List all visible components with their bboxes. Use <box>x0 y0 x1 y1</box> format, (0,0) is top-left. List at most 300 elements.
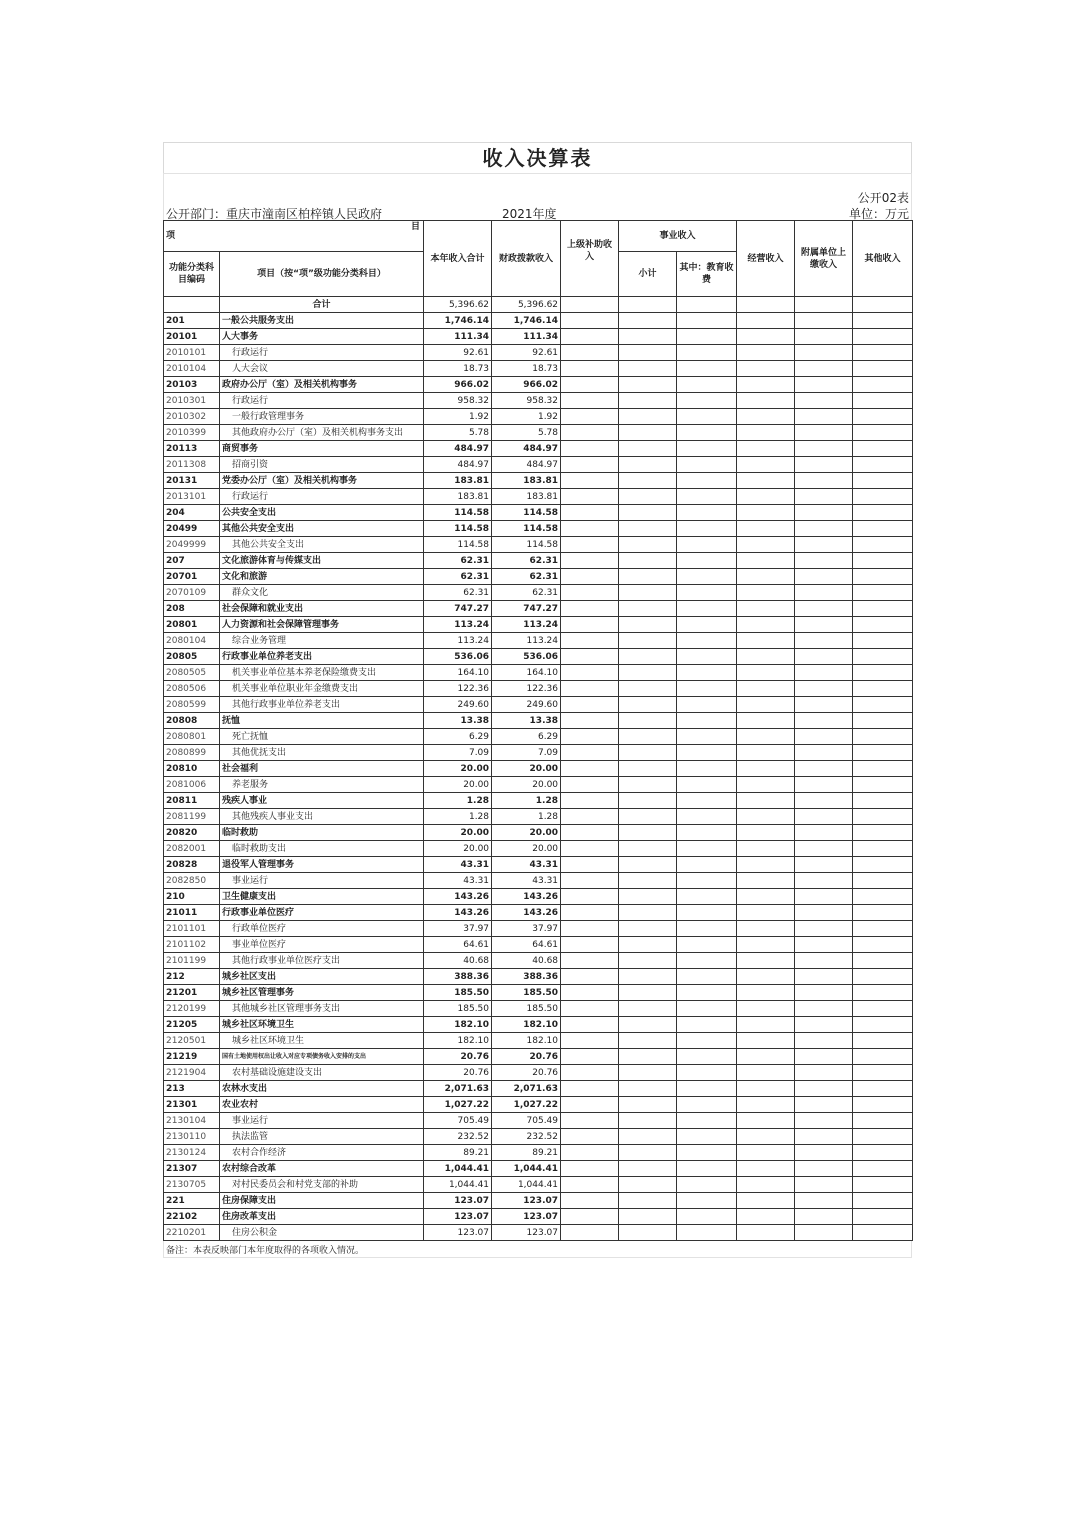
row-empty-cell <box>795 729 853 745</box>
row-fiscal: 64.61 <box>492 937 561 953</box>
row-empty-cell <box>677 713 737 729</box>
row-empty-cell <box>737 1161 795 1177</box>
row-empty-cell <box>737 937 795 953</box>
table-row <box>164 361 913 377</box>
row-empty-cell <box>795 825 853 841</box>
row-empty-cell <box>853 569 913 585</box>
row-empty-cell <box>737 521 795 537</box>
row-empty-cell <box>619 969 677 985</box>
row-empty-cell <box>561 713 619 729</box>
row-name: 死亡抚恤 <box>220 729 424 745</box>
row-empty-cell <box>561 1049 619 1065</box>
row-empty-cell <box>795 1001 853 1017</box>
row-total: 7.09 <box>424 745 492 761</box>
table-row <box>164 697 913 713</box>
row-code: 2080599 <box>164 697 220 713</box>
row-empty-cell <box>853 1017 913 1033</box>
table-row <box>164 761 913 777</box>
row-name: 行政事业单位养老支出 <box>220 649 424 665</box>
row-code: 204 <box>164 505 220 521</box>
row-empty-cell <box>795 537 853 553</box>
row-empty-cell <box>619 361 677 377</box>
row-empty-cell <box>561 1177 619 1193</box>
row-empty-cell <box>737 1225 795 1241</box>
row-empty-cell <box>737 553 795 569</box>
row-empty-cell <box>561 665 619 681</box>
table-row <box>164 665 913 681</box>
row-name: 残疾人事业 <box>220 793 424 809</box>
row-empty-cell <box>677 1049 737 1065</box>
row-empty-cell <box>853 633 913 649</box>
row-empty-cell <box>561 793 619 809</box>
row-empty-cell <box>561 457 619 473</box>
row-empty-cell <box>677 361 737 377</box>
row-empty-cell <box>795 889 853 905</box>
header-edu: 其中：教育收费 <box>677 252 737 297</box>
row-empty-cell <box>619 1113 677 1129</box>
header-other: 其他收入 <box>853 221 913 297</box>
row-code: 208 <box>164 601 220 617</box>
row-code: 20828 <box>164 857 220 873</box>
row-empty-cell <box>853 393 913 409</box>
header-xiang: 项 <box>166 231 176 241</box>
row-fiscal: 62.31 <box>492 585 561 601</box>
row-empty-cell <box>853 521 913 537</box>
row-empty-cell <box>561 393 619 409</box>
row-empty-cell <box>795 937 853 953</box>
row-empty-cell <box>795 1177 853 1193</box>
row-empty-cell <box>561 409 619 425</box>
row-name: 文化旅游体育与传媒支出 <box>220 553 424 569</box>
row-empty-cell <box>737 649 795 665</box>
row-empty-cell <box>561 1145 619 1161</box>
row-empty-cell <box>619 1065 677 1081</box>
row-fiscal: 43.31 <box>492 857 561 873</box>
row-empty-cell <box>737 985 795 1001</box>
row-fiscal: 123.07 <box>492 1193 561 1209</box>
page-title: 收入决算表 <box>163 142 912 173</box>
row-name: 党委办公厅（室）及相关机构事务 <box>220 473 424 489</box>
row-empty-cell <box>853 329 913 345</box>
row-code: 2082850 <box>164 873 220 889</box>
row-total: 62.31 <box>424 585 492 601</box>
row-name: 事业运行 <box>220 873 424 889</box>
row-empty-cell <box>677 441 737 457</box>
row-empty-cell <box>853 377 913 393</box>
table-row <box>164 1209 913 1225</box>
table-row <box>164 1097 913 1113</box>
table-row <box>164 1129 913 1145</box>
row-empty-cell <box>737 1081 795 1097</box>
row-empty-cell <box>737 1033 795 1049</box>
total-fiscal: 5,396.62 <box>492 297 561 313</box>
row-code: 20701 <box>164 569 220 585</box>
row-empty-cell <box>677 889 737 905</box>
row-total: 1.28 <box>424 793 492 809</box>
row-empty-cell <box>795 809 853 825</box>
row-fiscal: 62.31 <box>492 569 561 585</box>
row-name: 行政事业单位医疗 <box>220 905 424 921</box>
row-empty-cell <box>795 953 853 969</box>
row-empty-cell <box>619 329 677 345</box>
table-row <box>164 1065 913 1081</box>
row-empty-cell <box>795 1161 853 1177</box>
table-row <box>164 1081 913 1097</box>
row-empty-cell <box>561 1209 619 1225</box>
row-name: 其他公共安全支出 <box>220 521 424 537</box>
row-empty-cell <box>737 1017 795 1033</box>
row-empty-cell <box>561 537 619 553</box>
row-code: 2120199 <box>164 1001 220 1017</box>
row-name: 人力资源和社会保障管理事务 <box>220 617 424 633</box>
row-fiscal: 62.31 <box>492 553 561 569</box>
row-name: 其他优抚支出 <box>220 745 424 761</box>
row-empty-cell <box>677 969 737 985</box>
row-empty-cell <box>677 505 737 521</box>
row-name: 一般行政管理事务 <box>220 409 424 425</box>
row-empty-cell <box>795 377 853 393</box>
row-empty-cell <box>737 425 795 441</box>
row-name: 农村综合改革 <box>220 1161 424 1177</box>
row-empty-cell <box>561 841 619 857</box>
row-empty-cell <box>619 809 677 825</box>
row-empty-cell <box>561 937 619 953</box>
row-empty-cell <box>795 313 853 329</box>
row-empty-cell <box>853 1097 913 1113</box>
row-code: 2010301 <box>164 393 220 409</box>
row-code: 2080104 <box>164 633 220 649</box>
row-empty-cell <box>737 617 795 633</box>
row-empty-cell <box>853 985 913 1001</box>
row-empty-cell <box>561 905 619 921</box>
row-empty-cell <box>677 873 737 889</box>
table-row <box>164 745 913 761</box>
row-name: 其他行政事业单位养老支出 <box>220 697 424 713</box>
row-empty-cell <box>737 1049 795 1065</box>
row-total: 113.24 <box>424 617 492 633</box>
row-empty-cell <box>677 809 737 825</box>
row-empty-cell <box>795 777 853 793</box>
row-empty-cell <box>795 1017 853 1033</box>
row-total: 122.36 <box>424 681 492 697</box>
row-fiscal: 183.81 <box>492 473 561 489</box>
row-empty-cell <box>677 457 737 473</box>
row-empty-cell <box>677 1161 737 1177</box>
row-fiscal: 536.06 <box>492 649 561 665</box>
row-empty-cell <box>737 969 795 985</box>
row-empty-cell <box>619 1049 677 1065</box>
row-empty-cell <box>853 889 913 905</box>
row-empty-cell <box>619 377 677 393</box>
row-empty-cell <box>561 601 619 617</box>
row-name: 行政运行 <box>220 489 424 505</box>
row-fiscal: 1,044.41 <box>492 1161 561 1177</box>
row-total: 143.26 <box>424 889 492 905</box>
row-empty-cell <box>795 761 853 777</box>
row-total: 43.31 <box>424 857 492 873</box>
row-empty-cell <box>795 841 853 857</box>
row-empty-cell <box>677 1177 737 1193</box>
row-empty-cell <box>795 489 853 505</box>
table-row <box>164 633 913 649</box>
row-empty-cell <box>853 937 913 953</box>
row-fiscal: 20.00 <box>492 761 561 777</box>
row-empty-cell <box>677 489 737 505</box>
row-name: 农村基础设施建设支出 <box>220 1065 424 1081</box>
row-name: 城乡社区环境卫生 <box>220 1033 424 1049</box>
row-code: 2080505 <box>164 665 220 681</box>
row-empty-cell <box>737 665 795 681</box>
row-empty-cell <box>619 937 677 953</box>
table-row <box>164 441 913 457</box>
row-total: 484.97 <box>424 441 492 457</box>
row-empty-cell <box>677 729 737 745</box>
table-row <box>164 713 913 729</box>
row-name: 养老服务 <box>220 777 424 793</box>
row-empty-cell <box>853 761 913 777</box>
row-empty-cell <box>561 985 619 1001</box>
row-empty-cell <box>853 457 913 473</box>
row-empty-cell <box>737 1065 795 1081</box>
row-total: 388.36 <box>424 969 492 985</box>
row-total: 1.28 <box>424 809 492 825</box>
spacer-row <box>163 173 912 188</box>
row-name: 其他残疾人事业支出 <box>220 809 424 825</box>
row-empty-cell <box>561 1001 619 1017</box>
row-empty-cell <box>795 1049 853 1065</box>
row-total: 966.02 <box>424 377 492 393</box>
row-total: 705.49 <box>424 1113 492 1129</box>
row-empty-cell <box>853 553 913 569</box>
row-empty-cell <box>853 537 913 553</box>
row-total: 123.07 <box>424 1225 492 1241</box>
row-empty-cell <box>561 953 619 969</box>
row-empty-cell <box>853 713 913 729</box>
row-empty-cell <box>737 377 795 393</box>
row-empty-cell <box>677 633 737 649</box>
table-row <box>164 969 913 985</box>
row-empty-cell <box>677 761 737 777</box>
row-empty-cell <box>737 681 795 697</box>
row-empty-cell <box>795 697 853 713</box>
total-row <box>164 297 913 313</box>
row-code: 20805 <box>164 649 220 665</box>
table-row <box>164 905 913 921</box>
row-fiscal: 6.29 <box>492 729 561 745</box>
row-total: 20.76 <box>424 1049 492 1065</box>
table-row <box>164 825 913 841</box>
row-fiscal: 388.36 <box>492 969 561 985</box>
row-empty-cell <box>677 985 737 1001</box>
row-code: 2010302 <box>164 409 220 425</box>
table-row <box>164 345 913 361</box>
row-empty-cell <box>853 473 913 489</box>
row-total: 20.00 <box>424 777 492 793</box>
row-empty-cell <box>561 425 619 441</box>
row-code: 20810 <box>164 761 220 777</box>
row-empty-cell <box>795 857 853 873</box>
row-fiscal: 182.10 <box>492 1017 561 1033</box>
row-empty-cell <box>737 921 795 937</box>
row-empty-cell <box>737 809 795 825</box>
row-empty-cell <box>795 1193 853 1209</box>
row-fiscal: 958.32 <box>492 393 561 409</box>
row-total: 62.31 <box>424 569 492 585</box>
row-empty-cell <box>561 617 619 633</box>
row-empty-cell <box>737 633 795 649</box>
row-empty-cell <box>619 489 677 505</box>
row-code: 22102 <box>164 1209 220 1225</box>
row-empty-cell <box>853 345 913 361</box>
row-fiscal: 114.58 <box>492 521 561 537</box>
row-empty-cell <box>795 585 853 601</box>
table-row <box>164 569 913 585</box>
row-name: 农业农村 <box>220 1097 424 1113</box>
table-row <box>164 1161 913 1177</box>
row-empty-cell <box>561 809 619 825</box>
unit-label: 单位：万元 <box>848 207 909 221</box>
header-affiliated: 附属单位上缴收入 <box>795 221 853 297</box>
row-name: 文化和旅游 <box>220 569 424 585</box>
row-empty-cell <box>619 537 677 553</box>
row-empty-cell <box>795 985 853 1001</box>
table-row <box>164 649 913 665</box>
row-empty-cell <box>561 761 619 777</box>
row-name: 农村合作经济 <box>220 1145 424 1161</box>
row-empty-cell <box>737 1001 795 1017</box>
row-name: 社会保障和就业支出 <box>220 601 424 617</box>
row-name: 国有土地使用权出让收入对应专项债务收入安排的支出 <box>220 1049 424 1065</box>
row-empty-cell <box>795 665 853 681</box>
row-empty-cell <box>677 617 737 633</box>
row-empty-cell <box>853 857 913 873</box>
row-empty-cell <box>677 601 737 617</box>
row-fiscal: 143.26 <box>492 889 561 905</box>
row-empty-cell <box>795 649 853 665</box>
table-row <box>164 729 913 745</box>
row-fiscal: 13.38 <box>492 713 561 729</box>
row-total: 114.58 <box>424 521 492 537</box>
row-empty-cell <box>677 1113 737 1129</box>
row-name: 行政单位医疗 <box>220 921 424 937</box>
row-empty-cell <box>795 713 853 729</box>
row-total: 111.34 <box>424 329 492 345</box>
row-empty-cell <box>619 473 677 489</box>
row-empty-cell <box>737 329 795 345</box>
row-name: 政府办公厅（室）及相关机构事务 <box>220 377 424 393</box>
row-empty-cell <box>795 1209 853 1225</box>
row-code: 2049999 <box>164 537 220 553</box>
row-total: 536.06 <box>424 649 492 665</box>
table-row <box>164 809 913 825</box>
row-empty-cell <box>795 345 853 361</box>
row-empty-cell <box>853 361 913 377</box>
row-empty-cell <box>737 857 795 873</box>
row-empty-cell <box>619 1097 677 1113</box>
row-empty-cell <box>619 745 677 761</box>
row-empty-cell <box>737 537 795 553</box>
row-empty-cell <box>677 1097 737 1113</box>
row-empty-cell <box>677 777 737 793</box>
row-empty-cell <box>853 1065 913 1081</box>
row-code: 2130124 <box>164 1145 220 1161</box>
row-name: 执法监管 <box>220 1129 424 1145</box>
row-empty-cell <box>853 665 913 681</box>
row-empty-cell <box>737 457 795 473</box>
row-empty-cell <box>619 761 677 777</box>
row-empty-cell <box>677 1145 737 1161</box>
row-empty-cell <box>561 857 619 873</box>
row-empty-cell <box>795 505 853 521</box>
row-fiscal: 114.58 <box>492 505 561 521</box>
row-empty-cell <box>561 729 619 745</box>
table-row <box>164 1113 913 1129</box>
row-total: 123.07 <box>424 1209 492 1225</box>
row-empty-cell <box>795 361 853 377</box>
row-empty-cell <box>561 521 619 537</box>
table-row <box>164 537 913 553</box>
row-code: 213 <box>164 1081 220 1097</box>
row-fiscal: 122.36 <box>492 681 561 697</box>
row-total: 62.31 <box>424 553 492 569</box>
row-empty-cell <box>677 1225 737 1241</box>
row-code: 221 <box>164 1193 220 1209</box>
row-total: 1,044.41 <box>424 1161 492 1177</box>
row-empty-cell <box>795 441 853 457</box>
row-empty-cell <box>795 393 853 409</box>
row-total: 1,044.41 <box>424 1177 492 1193</box>
row-empty-cell <box>853 601 913 617</box>
row-code: 2010104 <box>164 361 220 377</box>
table-row <box>164 873 913 889</box>
total-sum: 5,396.62 <box>424 297 492 313</box>
row-empty-cell <box>677 953 737 969</box>
row-empty-cell <box>677 681 737 697</box>
row-empty-cell <box>853 681 913 697</box>
row-total: 113.24 <box>424 633 492 649</box>
row-empty-cell <box>737 761 795 777</box>
header-name: 项目（按“项”级功能分类科目） <box>220 252 424 297</box>
row-empty-cell <box>561 377 619 393</box>
row-fiscal: 37.97 <box>492 921 561 937</box>
row-fiscal: 40.68 <box>492 953 561 969</box>
row-code: 2081006 <box>164 777 220 793</box>
row-fiscal: 1.92 <box>492 409 561 425</box>
row-fiscal: 43.31 <box>492 873 561 889</box>
row-empty-cell <box>677 1065 737 1081</box>
row-empty-cell <box>619 441 677 457</box>
row-empty-cell <box>677 857 737 873</box>
row-name: 一般公共服务支出 <box>220 313 424 329</box>
row-empty-cell <box>677 1001 737 1017</box>
row-fiscal: 1,027.22 <box>492 1097 561 1113</box>
row-empty-cell <box>853 1193 913 1209</box>
row-empty-cell <box>619 681 677 697</box>
row-empty-cell <box>737 601 795 617</box>
row-fiscal: 705.49 <box>492 1113 561 1129</box>
table-row <box>164 1145 913 1161</box>
table-row <box>164 473 913 489</box>
row-empty-cell <box>737 793 795 809</box>
row-empty-cell <box>853 649 913 665</box>
row-empty-cell <box>561 361 619 377</box>
row-empty-cell <box>619 697 677 713</box>
row-empty-cell <box>619 665 677 681</box>
row-empty-cell <box>619 617 677 633</box>
row-empty-cell <box>795 1065 853 1081</box>
row-fiscal: 185.50 <box>492 985 561 1001</box>
row-empty-cell <box>677 937 737 953</box>
